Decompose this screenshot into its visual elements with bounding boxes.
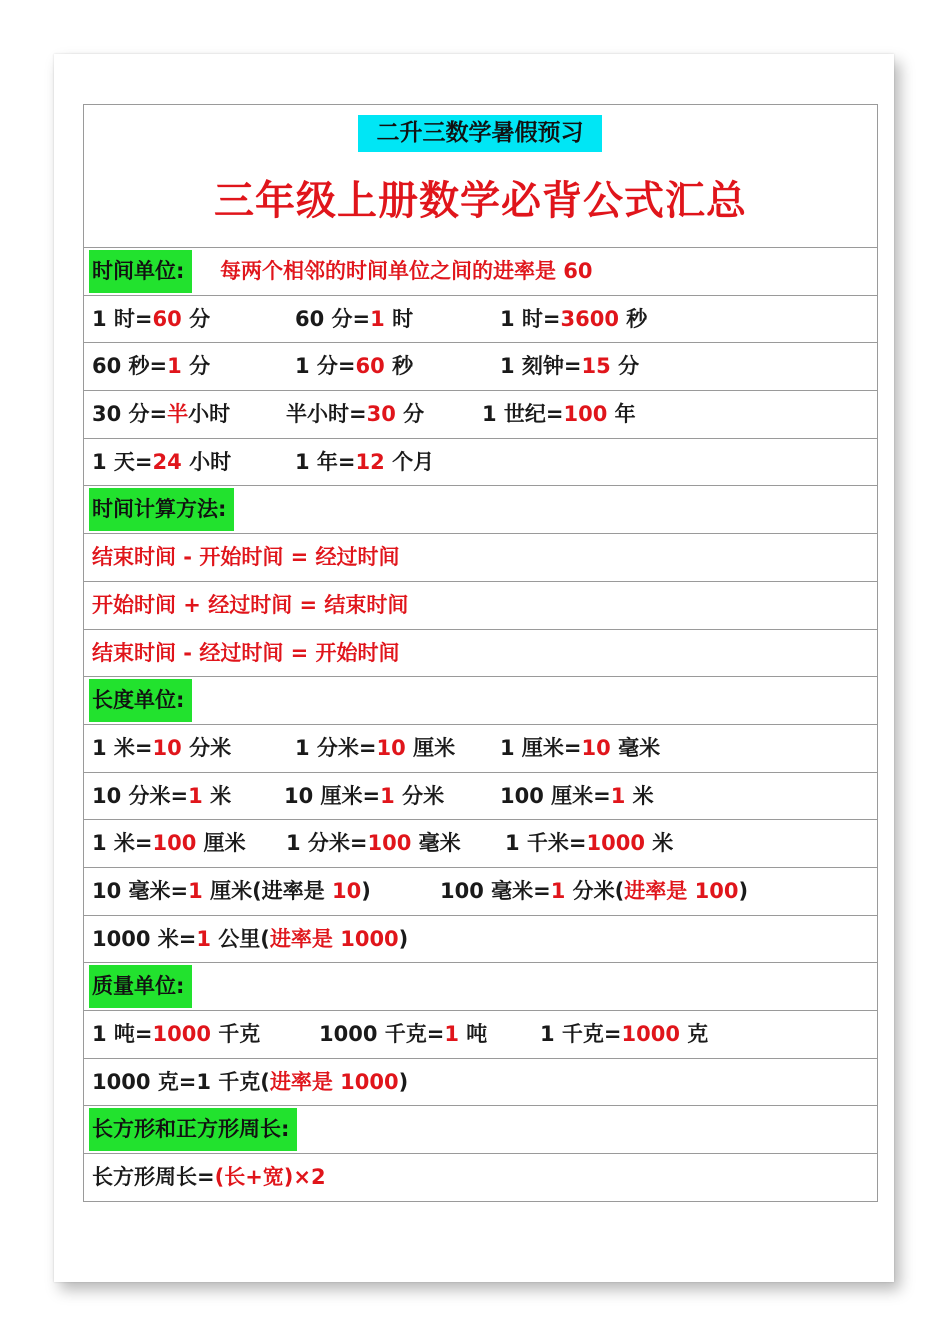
conversion-item (92, 1059, 408, 1105)
conversion-row (84, 916, 877, 964)
item-value: 12 (355, 449, 385, 474)
item-value: (长+宽)×2 (214, 1165, 326, 1190)
item-suffix: 毫米 (610, 735, 661, 760)
conversion-item (505, 820, 673, 866)
conversion-item (92, 916, 408, 962)
formula-text: 结束时间 - 经过时间 = 开始时间 (92, 640, 400, 665)
item-prefix: 半小时= (286, 402, 367, 427)
item-prefix: 1000 米= (92, 926, 197, 951)
item-suffix: 分米 (394, 783, 445, 808)
item-value: 1 (610, 783, 626, 808)
item-prefix: 1 米= (92, 735, 153, 760)
item-value: 进率是 1000 (269, 1069, 399, 1094)
item-value: 100 (563, 402, 608, 427)
item-value: 1 (370, 306, 385, 331)
item-suffix: 厘米 (196, 831, 246, 856)
item-prefix: 1 千米= (505, 831, 587, 856)
section-label: 质量单位: (89, 965, 192, 1008)
conversion-item (92, 1011, 260, 1057)
conversion-row (84, 296, 877, 344)
item-prefix: 60 秒= (92, 354, 168, 379)
item-suffix: 小时 (181, 449, 232, 474)
conversion-item (286, 391, 424, 437)
section-row (84, 963, 877, 1011)
item-prefix: 30 分= (92, 402, 168, 427)
conversion-item (440, 868, 748, 914)
item-suffix: 厘米 (405, 735, 456, 760)
item-value: 1 (444, 1022, 459, 1046)
section-label: 长方形和正方形周长: (89, 1108, 297, 1151)
conversion-item (92, 773, 231, 819)
conversion-item (92, 1154, 326, 1200)
item-value-2: 进率是 100 (624, 878, 739, 903)
item-suffix: 分 (610, 354, 640, 379)
item-suffix: 个月 (384, 449, 435, 474)
item-suffix: 分 (395, 402, 425, 427)
table-rows (84, 248, 877, 1202)
section-note: 每两个相邻的时间单位之间的进率是 60 (220, 259, 593, 283)
section-row (84, 1106, 877, 1154)
item-prefix: 1 厘米= (500, 735, 582, 760)
item-value: 1 (380, 783, 395, 808)
item-prefix: 1 分= (295, 354, 356, 379)
item-value: 30 (366, 402, 396, 427)
item-value: 60 (355, 354, 385, 379)
item-value: 10 (581, 735, 611, 760)
item-value: 10 (152, 735, 182, 760)
item-suffix: 吨 (458, 1022, 488, 1046)
item-suffix: 分米( (565, 878, 625, 903)
item-value: 100 (367, 831, 412, 856)
conversion-item (319, 1011, 487, 1057)
formula-text: 开始时间 + 经过时间 = 结束时间 (92, 592, 409, 617)
item-value: 1 (188, 783, 203, 808)
item-suffix: 克 (679, 1022, 709, 1046)
item-suffix: 秒 (384, 354, 414, 379)
item-value: 24 (152, 449, 182, 474)
item-suffix: 千克 (210, 1022, 261, 1046)
conversion-item (92, 296, 210, 342)
item-prefix: 1 分米= (286, 831, 368, 856)
item-value-2: 进率是 1000 (269, 926, 399, 951)
item-suffix: 毫米 (411, 831, 461, 856)
conversion-item (500, 296, 647, 342)
conversion-item (284, 773, 444, 819)
item-suffix: ) (398, 1069, 409, 1094)
item-suffix-2: ) (738, 878, 749, 903)
item-suffix: 秒 (618, 306, 648, 331)
item-suffix: 时 (384, 306, 414, 331)
conversion-row (84, 868, 877, 916)
item-suffix-2: ) (398, 926, 409, 951)
item-value: 1 (167, 354, 182, 379)
subtitle: 二升三数学暑假预习 (358, 115, 602, 152)
item-prefix: 1000 克=1 千克( (92, 1069, 270, 1094)
conversion-row (84, 1011, 877, 1059)
item-suffix-2: ) (361, 878, 371, 903)
item-prefix: 100 厘米= (500, 783, 611, 808)
item-prefix: 1 分米= (295, 735, 377, 760)
item-prefix: 1 时= (500, 306, 561, 331)
conversion-item (92, 725, 231, 771)
item-value: 1000 (152, 1022, 211, 1046)
formula-text: 结束时间 - 开始时间 = 经过时间 (92, 545, 400, 570)
conversion-row (84, 773, 877, 821)
item-suffix: 米 (625, 783, 654, 808)
item-value: 1 (196, 926, 211, 951)
item-suffix: 小时 (188, 402, 231, 427)
item-value: 半 (167, 402, 189, 427)
conversion-item (500, 773, 654, 819)
item-suffix: 米 (202, 783, 232, 808)
item-value: 60 (152, 306, 182, 331)
item-suffix: 米 (644, 831, 674, 856)
section-row (84, 248, 877, 296)
item-value: 1000 (621, 1022, 680, 1046)
conversion-row (84, 1154, 877, 1202)
conversion-item (500, 725, 660, 771)
item-prefix: 100 毫米= (440, 878, 551, 903)
item-prefix: 1 刻钟= (500, 354, 582, 379)
conversion-item (295, 725, 455, 771)
item-value: 100 (152, 831, 197, 856)
conversion-item (92, 343, 210, 389)
conversion-item (286, 820, 461, 866)
conversion-row (84, 725, 877, 773)
item-suffix: 分 (181, 354, 211, 379)
item-prefix: 1 千克= (540, 1022, 622, 1046)
conversion-row (84, 820, 877, 868)
item-value: 1000 (586, 831, 645, 856)
table-header (84, 105, 877, 248)
conversion-item (540, 1011, 708, 1057)
section-row (84, 677, 877, 725)
item-value: 1 (550, 878, 566, 903)
conversion-row (84, 391, 877, 439)
formula-row (84, 630, 877, 678)
item-prefix: 10 毫米= (92, 878, 189, 903)
formula-row (84, 582, 877, 630)
conversion-row (84, 343, 877, 391)
section-label: 长度单位: (89, 679, 192, 722)
page-title: 三年级上册数学必背公式汇总 (214, 178, 747, 224)
item-prefix: 1 世纪= (482, 402, 564, 427)
item-value: 1 (188, 878, 203, 903)
item-suffix: 年 (607, 402, 636, 427)
document-page (54, 54, 894, 1282)
item-prefix: 10 厘米= (284, 783, 381, 808)
item-value: 10 (376, 735, 406, 760)
conversion-item (295, 296, 413, 342)
conversion-item (92, 868, 371, 914)
formula-table (83, 104, 878, 1202)
section-row (84, 486, 877, 534)
item-prefix: 10 分米= (92, 783, 189, 808)
conversion-item (295, 343, 413, 389)
item-prefix: 1 米= (92, 831, 153, 856)
item-suffix: 分 (181, 306, 211, 331)
section-label: 时间计算方法: (89, 488, 234, 531)
item-value-2: 10 (332, 878, 362, 903)
item-suffix: 分米 (181, 735, 232, 760)
item-prefix: 1 吨= (92, 1022, 153, 1046)
conversion-row (84, 1059, 877, 1107)
conversion-item (500, 343, 639, 389)
item-suffix: 厘米(进率是 (202, 878, 332, 903)
item-prefix: 1 年= (295, 449, 356, 474)
conversion-row (84, 439, 877, 487)
item-prefix: 1 时= (92, 306, 153, 331)
conversion-item (482, 391, 636, 437)
item-prefix: 长方形周长= (92, 1165, 215, 1190)
item-value: 15 (581, 354, 611, 379)
conversion-item (92, 820, 246, 866)
item-prefix: 1000 千克= (319, 1022, 445, 1046)
formula-row (84, 534, 877, 582)
conversion-item (92, 439, 231, 485)
item-value: 3600 (560, 306, 619, 331)
conversion-item (92, 391, 230, 437)
item-prefix: 1 天= (92, 449, 153, 474)
section-label: 时间单位: (89, 250, 192, 293)
conversion-item (295, 439, 434, 485)
item-prefix: 60 分= (295, 306, 371, 331)
item-suffix: 公里( (210, 926, 270, 951)
